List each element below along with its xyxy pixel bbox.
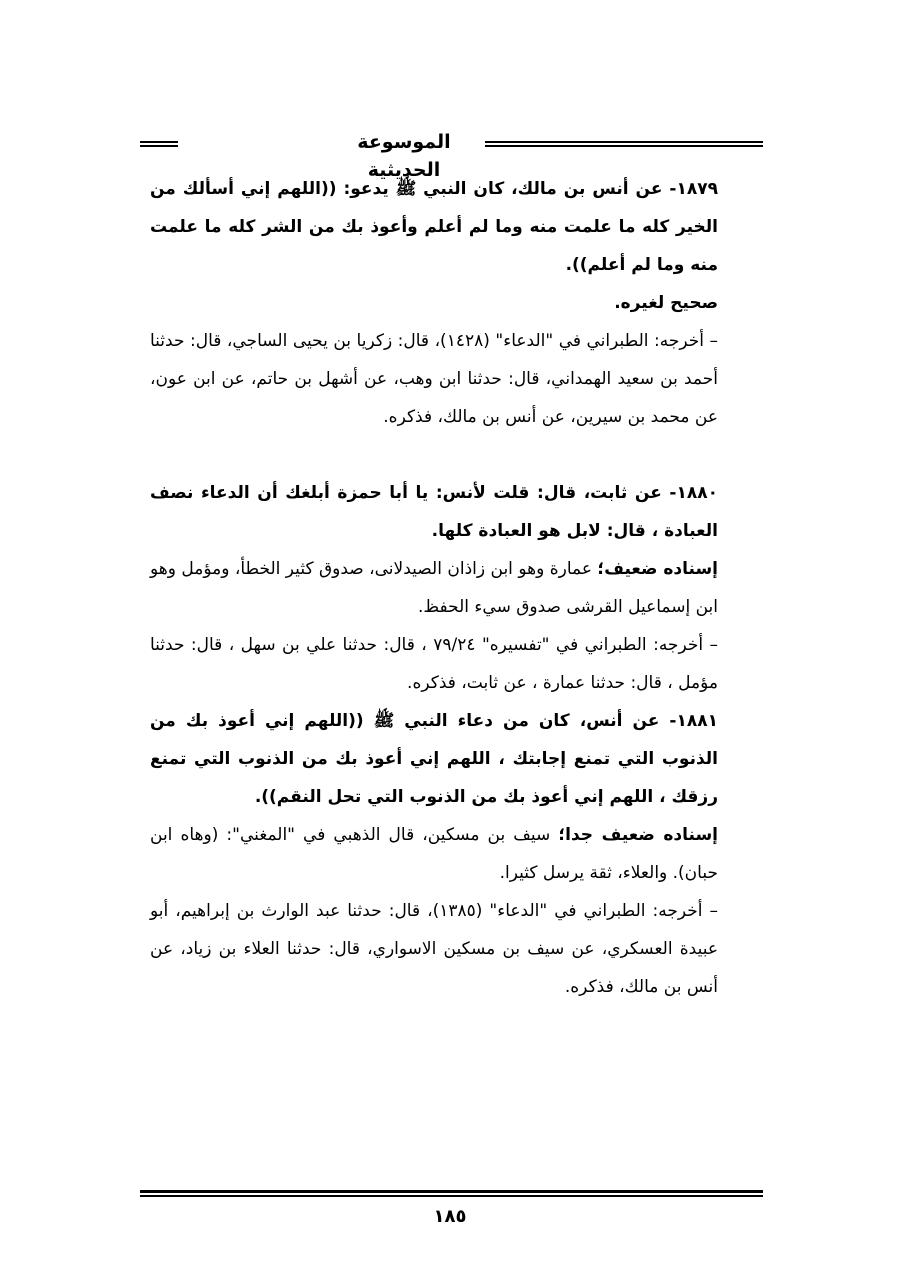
grade-detail: عمارة وهو ابن زاذان الصيدلانى، صدوق كثير الخطأ، ومؤمل وهو ابن إسماعيل القرشى صدوق سيء الحفظ. [150,559,718,617]
entry-spacer [150,436,762,474]
hadith-grade [150,816,762,892]
hadith-text: ١٨٧٩- عن أنس بن مالك، كان النبي ﷺ يدعو: ((اللهم إني أسألك من الخير كله ما علمت منه وما لم أعلم وأعوذ بك من الشر كله ما علمت منه وما لم أعلم)). [150,179,718,275]
page-body [150,170,762,1006]
hadith-text: ١٨٨١- عن أنس، كان من دعاء النبي ﷺ ((اللهم إني أعوذ بك من الذنوب التي تمنع إجابتك ، اللهم إني أعوذ بك من الذنوب التي تمنع رزقك ، اللهم إني أعوذ بك من الذنوب التي تحل النقم)). [150,711,718,807]
hadith-text: ١٨٨٠- عن ثابت، قال: قلت لأنس: يا أبا حمزة أبلغك أن الدعاء نصف العبادة ، قال: لابل هو العبادة كلها. [150,483,718,541]
hadith-takhrij: – أخرجه: الطبراني في "الدعاء" (١٤٢٨)، قال: زكريا بن يحيى الساجي، قال: حدثنا أحمد بن سعيد الهمداني، قال: حدثنا ابن وهب، عن أشهل بن حاتم، عن ابن عون، عن محمد بن سيرين، عن أنس بن مالك، فذكره. [150,331,718,427]
header-rule-left [140,141,178,147]
hadith-takhrij: – أخرجه: الطبراني في "الدعاء" (١٣٨٥)، قال: حدثنا عبد الوارث بن إبراهيم، أبو عبيدة العسكري، عن سيف بن مسكين الاسواري، قال: حدثنا العلاء بن زياد، عن أنس بن مالك، فذكره. [150,901,718,997]
grade-detail: سيف بن مسكين، قال الذهبي في "المغني": (وهاه ابن حبان). والعلاء، ثقة يرسل كثيرا. [150,825,718,883]
footer-rule [140,1190,763,1197]
grade-label: إسناده ضعيف؛ [597,559,718,579]
grade-label: إسناده ضعيف جدا؛ [558,825,718,845]
header-rule-right [485,141,763,147]
hadith-takhrij: – أخرجه: الطبراني في "تفسيره" ٧٩/٢٤ ، قال: حدثنا علي بن سهل ، قال: حدثنا مؤمل ، قال: حدثنا عمارة ، عن ثابت، فذكره. [150,635,718,693]
header-title: الموسوعة الحديثية [357,131,451,181]
running-header [140,128,763,181]
page-number: ١٨٥ [433,1206,467,1227]
hadith-grade [150,550,762,626]
hadith-grade: صحيح لغيره. [614,293,718,313]
